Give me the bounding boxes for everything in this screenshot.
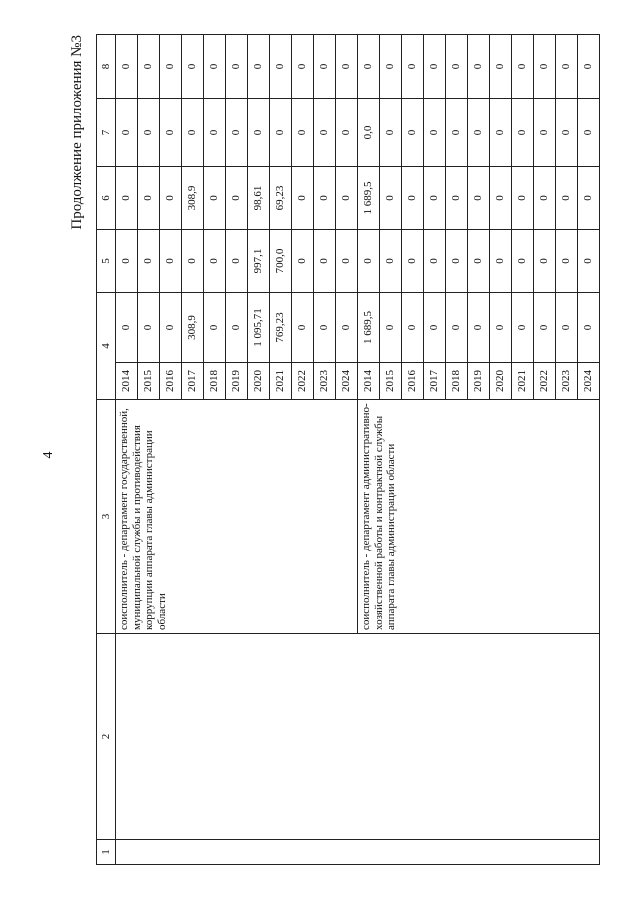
value-cell: 1 689,5 <box>358 167 380 230</box>
value-cell: 0 <box>292 167 314 230</box>
year-cell: 2015 <box>138 363 160 400</box>
value-cell: 308,9 <box>182 167 204 230</box>
value-cell: 0 <box>226 35 248 99</box>
value-cell: 0 <box>402 230 424 293</box>
page-heading: Продолжение приложения №3 <box>69 35 85 230</box>
year-cell: 2024 <box>578 363 600 400</box>
value-cell: 0 <box>248 99 270 167</box>
value-cell: 0 <box>468 35 490 99</box>
year-cell: 2020 <box>490 363 512 400</box>
value-cell: 0 <box>556 35 578 99</box>
value-cell: 0 <box>446 293 468 363</box>
value-cell: 0 <box>160 35 182 99</box>
table-row <box>116 35 138 865</box>
value-cell: 0 <box>490 293 512 363</box>
value-cell: 0 <box>380 293 402 363</box>
value-cell: 0 <box>336 35 358 99</box>
value-cell: 0 <box>160 293 182 363</box>
value-cell: 0 <box>556 167 578 230</box>
value-cell: 0 <box>138 167 160 230</box>
year-cell: 2016 <box>402 363 424 400</box>
value-cell: 0 <box>446 35 468 99</box>
column-header: 8 <box>97 35 116 99</box>
value-cell: 0 <box>534 230 556 293</box>
year-cell: 2014 <box>116 363 138 400</box>
value-cell: 0 <box>336 99 358 167</box>
value-cell: 0 <box>226 167 248 230</box>
value-cell: 0 <box>490 35 512 99</box>
value-cell: 0 <box>314 99 336 167</box>
value-cell: 0 <box>380 35 402 99</box>
year-cell: 2015 <box>380 363 402 400</box>
value-cell: 0 <box>182 99 204 167</box>
value-cell: 0 <box>336 230 358 293</box>
value-cell: 0 <box>424 35 446 99</box>
value-cell: 0 <box>336 167 358 230</box>
value-cell: 0 <box>534 293 556 363</box>
rotated-content <box>60 35 594 865</box>
value-cell: 0 <box>556 99 578 167</box>
page-number: 4 <box>41 451 56 459</box>
value-cell: 769,23 <box>270 293 292 363</box>
rotated-area <box>60 35 594 865</box>
value-cell: 0,0 <box>358 99 380 167</box>
value-cell: 0 <box>226 99 248 167</box>
year-cell: 2024 <box>336 363 358 400</box>
year-cell: 2020 <box>248 363 270 400</box>
value-cell: 0 <box>578 35 600 99</box>
value-cell: 0 <box>358 230 380 293</box>
value-cell: 0 <box>424 230 446 293</box>
executor-cell: соисполнитель - департамент государственной, муниципальной службы и противодействия коррупции аппарата главы администрации области <box>116 400 358 634</box>
value-cell: 0 <box>292 99 314 167</box>
column-header: 1 <box>97 840 116 865</box>
value-cell: 1 689,5 <box>358 293 380 363</box>
year-cell: 2017 <box>182 363 204 400</box>
value-cell: 0 <box>424 293 446 363</box>
value-cell: 0 <box>578 293 600 363</box>
value-cell: 0 <box>402 35 424 99</box>
value-cell: 0 <box>160 230 182 293</box>
value-cell: 0 <box>270 35 292 99</box>
value-cell: 0 <box>160 99 182 167</box>
value-cell: 0 <box>116 35 138 99</box>
value-cell: 0 <box>116 293 138 363</box>
value-cell: 0 <box>182 35 204 99</box>
year-cell: 2022 <box>292 363 314 400</box>
value-cell: 0 <box>138 35 160 99</box>
year-cell: 2018 <box>446 363 468 400</box>
value-cell: 0 <box>468 167 490 230</box>
value-cell: 0 <box>116 230 138 293</box>
value-cell: 0 <box>204 167 226 230</box>
year-cell: 2022 <box>534 363 556 400</box>
value-cell: 98,61 <box>248 167 270 230</box>
value-cell: 0 <box>490 99 512 167</box>
header-row <box>97 35 116 865</box>
value-cell: 0 <box>314 167 336 230</box>
year-cell: 2019 <box>226 363 248 400</box>
value-cell: 0 <box>138 99 160 167</box>
value-cell: 0 <box>292 293 314 363</box>
value-cell: 0 <box>468 230 490 293</box>
year-cell: 2019 <box>468 363 490 400</box>
value-cell: 0 <box>314 230 336 293</box>
funding-table <box>96 34 600 865</box>
year-cell: 2021 <box>512 363 534 400</box>
value-cell: 0 <box>578 230 600 293</box>
value-cell: 0 <box>204 230 226 293</box>
value-cell: 69,23 <box>270 167 292 230</box>
value-cell: 0 <box>204 293 226 363</box>
value-cell: 0 <box>512 293 534 363</box>
value-cell: 0 <box>402 167 424 230</box>
value-cell: 308,9 <box>182 293 204 363</box>
value-cell: 0 <box>116 99 138 167</box>
value-cell: 0 <box>314 293 336 363</box>
value-cell: 1 095,71 <box>248 293 270 363</box>
value-cell: 0 <box>380 167 402 230</box>
value-cell: 0 <box>226 293 248 363</box>
col1-cell <box>116 840 600 865</box>
column-header: 5 <box>97 230 116 293</box>
year-cell: 2021 <box>270 363 292 400</box>
value-cell: 0 <box>314 35 336 99</box>
column-header: 2 <box>97 634 116 840</box>
year-cell: 2023 <box>314 363 336 400</box>
value-cell: 0 <box>248 35 270 99</box>
year-cell: 2023 <box>556 363 578 400</box>
value-cell: 0 <box>578 99 600 167</box>
value-cell: 0 <box>380 230 402 293</box>
year-cell: 2017 <box>424 363 446 400</box>
value-cell: 0 <box>138 293 160 363</box>
value-cell: 0 <box>204 99 226 167</box>
value-cell: 0 <box>512 35 534 99</box>
year-cell: 2014 <box>358 363 380 400</box>
value-cell: 0 <box>138 230 160 293</box>
col2-cell <box>116 634 600 840</box>
value-cell: 0 <box>534 99 556 167</box>
value-cell: 0 <box>226 230 248 293</box>
value-cell: 0 <box>556 293 578 363</box>
year-cell: 2018 <box>204 363 226 400</box>
value-cell: 0 <box>116 167 138 230</box>
value-cell: 0 <box>512 230 534 293</box>
value-cell: 0 <box>512 99 534 167</box>
value-cell: 0 <box>446 99 468 167</box>
column-header: 3 <box>97 400 116 634</box>
year-cell: 2016 <box>160 363 182 400</box>
value-cell: 0 <box>402 293 424 363</box>
value-cell: 0 <box>160 167 182 230</box>
value-cell: 700,0 <box>270 230 292 293</box>
value-cell: 0 <box>402 99 424 167</box>
value-cell: 0 <box>424 99 446 167</box>
value-cell: 0 <box>490 167 512 230</box>
column-header: 7 <box>97 99 116 167</box>
value-cell: 0 <box>182 230 204 293</box>
value-cell: 0 <box>512 167 534 230</box>
value-cell: 0 <box>358 35 380 99</box>
value-cell: 0 <box>380 99 402 167</box>
value-cell: 0 <box>204 35 226 99</box>
column-header: 4 <box>97 293 116 400</box>
value-cell: 0 <box>446 167 468 230</box>
value-cell: 0 <box>534 167 556 230</box>
value-cell: 0 <box>292 230 314 293</box>
column-header: 6 <box>97 167 116 230</box>
value-cell: 0 <box>446 230 468 293</box>
value-cell: 0 <box>490 230 512 293</box>
value-cell: 0 <box>424 167 446 230</box>
executor-cell: соисполнитель - департамент административно-хозяйственной работы и контрактной службы аппарата главы администрации области <box>358 400 600 634</box>
value-cell: 0 <box>556 230 578 293</box>
value-cell: 0 <box>336 293 358 363</box>
value-cell: 0 <box>270 99 292 167</box>
value-cell: 997,1 <box>248 230 270 293</box>
value-cell: 0 <box>292 35 314 99</box>
value-cell: 0 <box>468 99 490 167</box>
value-cell: 0 <box>578 167 600 230</box>
value-cell: 0 <box>468 293 490 363</box>
value-cell: 0 <box>534 35 556 99</box>
